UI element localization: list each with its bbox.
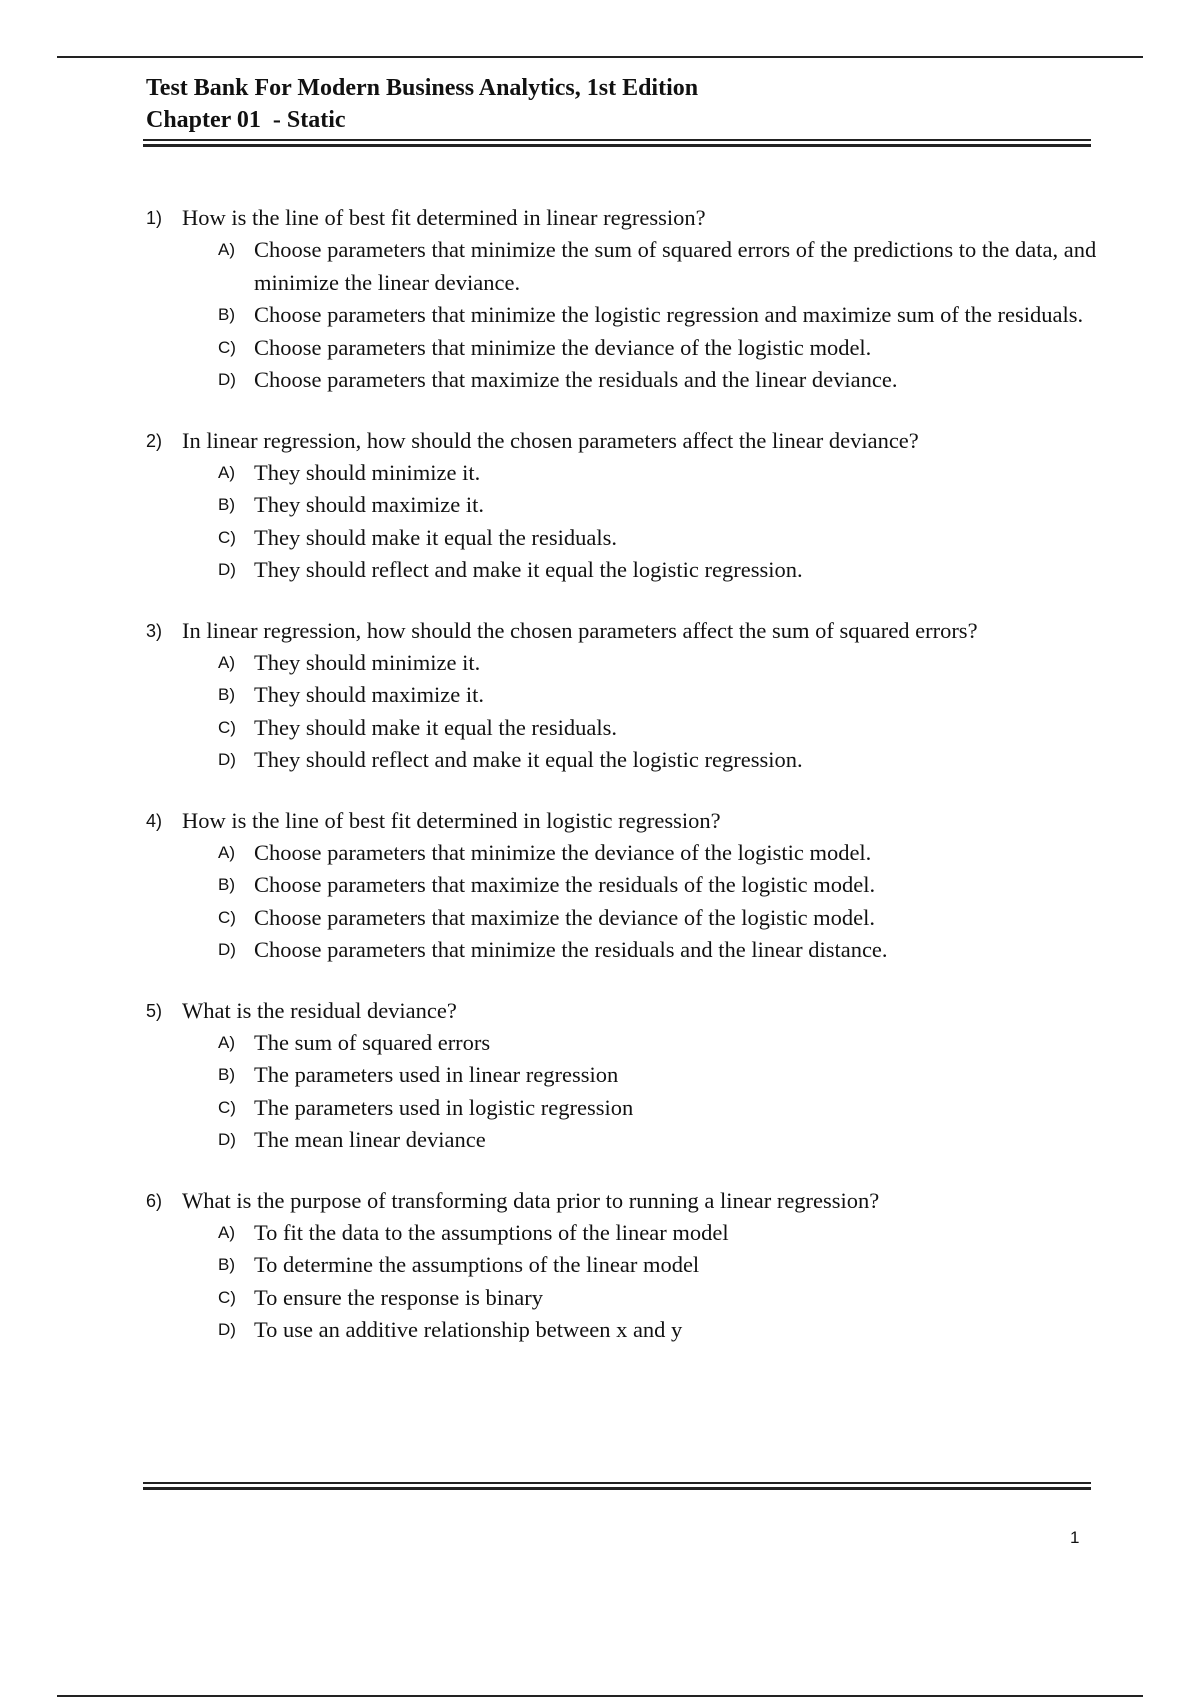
answer-option (146, 1092, 1106, 1125)
page-bottom-rule (57, 1695, 1143, 1697)
question-list (146, 202, 1106, 1375)
answer-option (146, 837, 1106, 870)
option-letter: C) (218, 907, 236, 927)
question-number: 4) (146, 810, 163, 831)
question-stem (146, 805, 1106, 837)
option-text: Choose parameters that maximize the residuals and the linear deviance. (254, 367, 898, 392)
option-text: Choose parameters that minimize the deviance of the logistic model. (254, 334, 872, 360)
option-text: They should reflect and make it equal the logistic regression. (254, 557, 803, 582)
answer-option (146, 869, 1106, 902)
question-text: How is the line of best fit determined in logistic regression? (182, 807, 721, 833)
answer-option (146, 1217, 1106, 1250)
option-letter: D) (218, 1320, 236, 1339)
question-4 (146, 805, 1106, 967)
option-text: They should maximize it. (254, 492, 484, 517)
option-text: They should minimize it. (254, 459, 481, 485)
answer-options (146, 837, 1106, 967)
option-text: Choose parameters that maximize the residuals of the logistic model. (254, 872, 876, 897)
option-text: They should reflect and make it equal the logistic regression. (254, 747, 803, 772)
option-letter: D) (218, 370, 236, 389)
option-text: To determine the assumptions of the linear model (254, 1252, 700, 1277)
answer-option (146, 1124, 1106, 1157)
option-letter: B) (218, 1255, 235, 1274)
question-3 (146, 615, 1106, 777)
option-text: The mean linear deviance (254, 1127, 486, 1152)
answer-option (146, 744, 1106, 777)
question-stem (146, 425, 1106, 457)
option-letter: B) (218, 875, 235, 894)
question-number: 2) (146, 430, 163, 451)
page-top-rule (57, 56, 1143, 58)
option-text: Choose parameters that minimize the residuals and the linear distance. (254, 937, 888, 962)
question-stem (146, 1185, 1106, 1217)
option-text: The parameters used in linear regression (254, 1062, 619, 1087)
answer-option (146, 1282, 1106, 1315)
answer-option (146, 1249, 1106, 1282)
option-letter: C) (218, 1097, 236, 1117)
question-number: 3) (146, 620, 163, 641)
answer-option (146, 234, 1106, 299)
answer-option (146, 554, 1106, 587)
option-text: Choose parameters that minimize the sum of squared errors of the predictions to the data, and minimize the linear deviance. (254, 237, 1097, 295)
question-6 (146, 1185, 1106, 1347)
option-letter: C) (218, 1287, 236, 1307)
answer-option (146, 647, 1106, 680)
answer-options (146, 647, 1106, 777)
question-stem (146, 995, 1106, 1027)
answer-options (146, 234, 1106, 397)
option-text: The sum of squared errors (254, 1029, 491, 1055)
option-letter: C) (218, 717, 236, 737)
option-text: The parameters used in logistic regression (254, 1094, 634, 1120)
option-letter: B) (218, 685, 235, 704)
page-number: 1 (1070, 1528, 1080, 1547)
answer-option (146, 522, 1106, 555)
option-text: Choose parameters that minimize the deviance of the logistic model. (254, 839, 872, 865)
question-2 (146, 425, 1106, 587)
answer-option (146, 332, 1106, 365)
option-letter: D) (218, 1130, 236, 1149)
option-text: They should make it equal the residuals. (254, 524, 618, 550)
option-letter: C) (218, 337, 236, 357)
answer-options (146, 1217, 1106, 1347)
question-text: What is the residual deviance? (182, 997, 457, 1023)
chapter-heading: Chapter 01 - Static (146, 107, 346, 133)
question-text: What is the purpose of transforming data prior to running a linear regression? (182, 1187, 880, 1213)
option-text: To use an additive relationship between x and y (254, 1317, 683, 1342)
option-letter: A) (218, 240, 235, 259)
option-letter: B) (218, 495, 235, 514)
option-letter: D) (218, 560, 236, 579)
option-letter: B) (218, 1065, 235, 1084)
answer-option (146, 364, 1106, 397)
answer-option (146, 1059, 1106, 1092)
question-text: In linear regression, how should the chosen parameters affect the sum of squared errors? (182, 617, 978, 643)
option-letter: C) (218, 527, 236, 547)
option-text: Choose parameters that maximize the deviance of the logistic model. (254, 904, 876, 930)
option-text: Choose parameters that minimize the logistic regression and maximize sum of the residuals. (254, 302, 1084, 327)
option-text: To ensure the response is binary (254, 1284, 543, 1310)
document-header (146, 72, 1096, 136)
document-title: Test Bank For Modern Business Analytics, 1st Edition (146, 75, 699, 101)
question-number: 6) (146, 1190, 163, 1211)
option-letter: D) (218, 750, 236, 769)
option-letter: A) (218, 1032, 235, 1052)
question-5 (146, 995, 1106, 1157)
answer-option (146, 1027, 1106, 1060)
option-letter: A) (218, 842, 235, 862)
question-number: 1) (146, 208, 163, 228)
option-letter: B) (218, 305, 235, 324)
question-1 (146, 202, 1106, 397)
answer-option (146, 299, 1106, 332)
option-text: They should make it equal the residuals. (254, 714, 618, 740)
answer-option (146, 679, 1106, 712)
answer-option (146, 489, 1106, 522)
option-letter: A) (218, 1222, 235, 1242)
answer-option (146, 457, 1106, 490)
header-double-rule (143, 139, 1091, 148)
question-text: How is the line of best fit determined in linear regression? (182, 205, 706, 230)
answer-option (146, 934, 1106, 967)
option-text: To fit the data to the assumptions of the linear model (254, 1219, 729, 1245)
question-stem (146, 202, 1106, 234)
answer-options (146, 457, 1106, 587)
question-stem (146, 615, 1106, 647)
option-letter: D) (218, 940, 236, 959)
question-text: In linear regression, how should the chosen parameters affect the linear deviance? (182, 427, 919, 453)
answer-options (146, 1027, 1106, 1157)
footer-double-rule (143, 1482, 1091, 1491)
option-letter: A) (218, 462, 235, 482)
answer-option (146, 1314, 1106, 1347)
option-text: They should maximize it. (254, 682, 484, 707)
question-number: 5) (146, 1000, 163, 1021)
answer-option (146, 712, 1106, 745)
answer-option (146, 902, 1106, 935)
option-text: They should minimize it. (254, 649, 481, 675)
option-letter: A) (218, 652, 235, 672)
